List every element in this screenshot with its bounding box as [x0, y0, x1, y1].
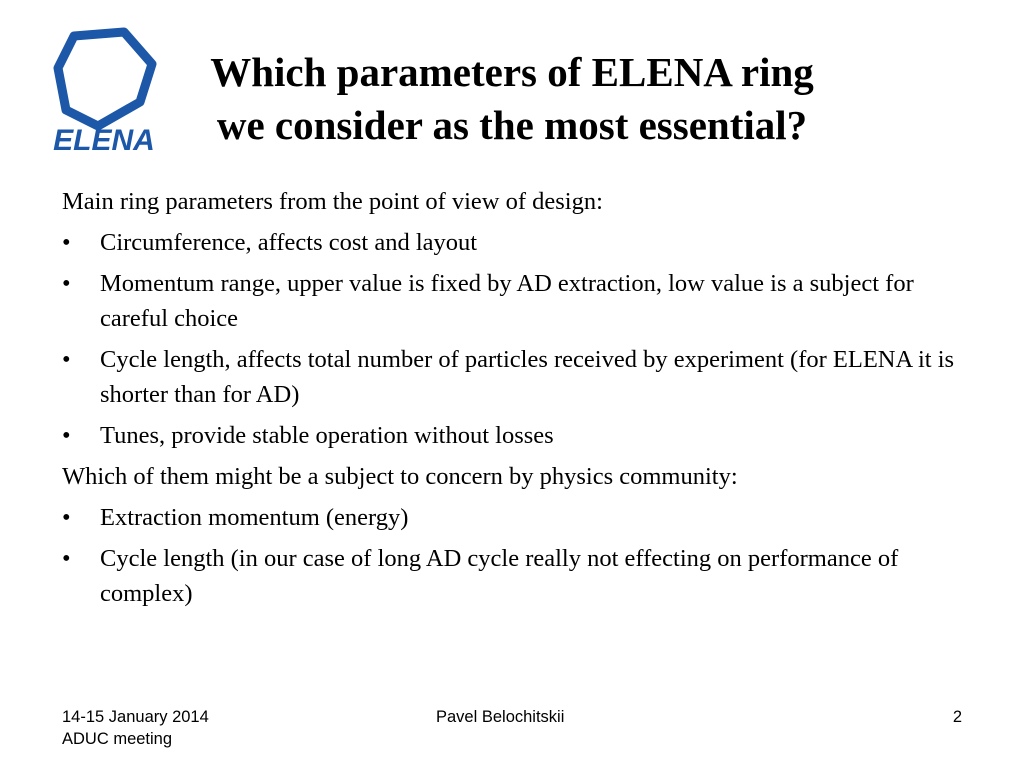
list-item-text: Tunes, provide stable operation without losses	[100, 422, 554, 449]
elena-logo	[48, 26, 160, 154]
bullet-icon: •	[62, 545, 71, 572]
slide-title	[160, 46, 864, 152]
physics-concerns-list	[62, 500, 962, 611]
hexagon-ring-icon	[58, 32, 152, 126]
footer-author: Pavel Belochitskii	[436, 708, 565, 726]
section-heading-design: Main ring parameters from the point of view of design:	[62, 188, 603, 215]
title-line-1: Which parameters of ELENA ring	[210, 49, 814, 95]
list-item-text: Circumference, affects cost and layout	[100, 229, 478, 256]
list-item-text: Cycle length, affects total number of particles received by experiment (for ELENA it is shorter than for AD)	[100, 346, 955, 408]
page-number: 2	[952, 708, 962, 726]
footer-event: ADUC meeting	[62, 730, 173, 748]
elena-logo-graphic	[48, 26, 160, 154]
bullet-icon: •	[62, 346, 71, 373]
section-heading-physics: Which of them might be a subject to concern by physics community:	[62, 463, 738, 490]
list-item	[62, 500, 962, 535]
bullet-icon: •	[62, 229, 71, 256]
logo-text: ELENA	[53, 124, 155, 154]
footer-date-event	[62, 706, 209, 750]
list-item-text: Extraction momentum (energy)	[100, 504, 409, 531]
bullet-icon: •	[62, 422, 71, 449]
design-parameters-list	[62, 225, 962, 453]
list-item	[62, 418, 962, 453]
list-item	[62, 225, 962, 260]
footer-date: 14-15 January 2014	[62, 708, 209, 726]
bullet-icon: •	[62, 504, 71, 531]
list-item-text: Momentum range, upper value is fixed by AD extraction, low value is a subject for careful choice	[100, 270, 914, 332]
list-item	[62, 266, 962, 336]
list-item-text: Cycle length (in our case of long AD cycle really not effecting on performance of complex)	[100, 545, 899, 607]
list-item	[62, 342, 962, 412]
title-line-2: we consider as the most essential?	[216, 102, 808, 148]
list-item	[62, 541, 962, 611]
slide-body	[62, 184, 962, 617]
bullet-icon: •	[62, 270, 71, 297]
